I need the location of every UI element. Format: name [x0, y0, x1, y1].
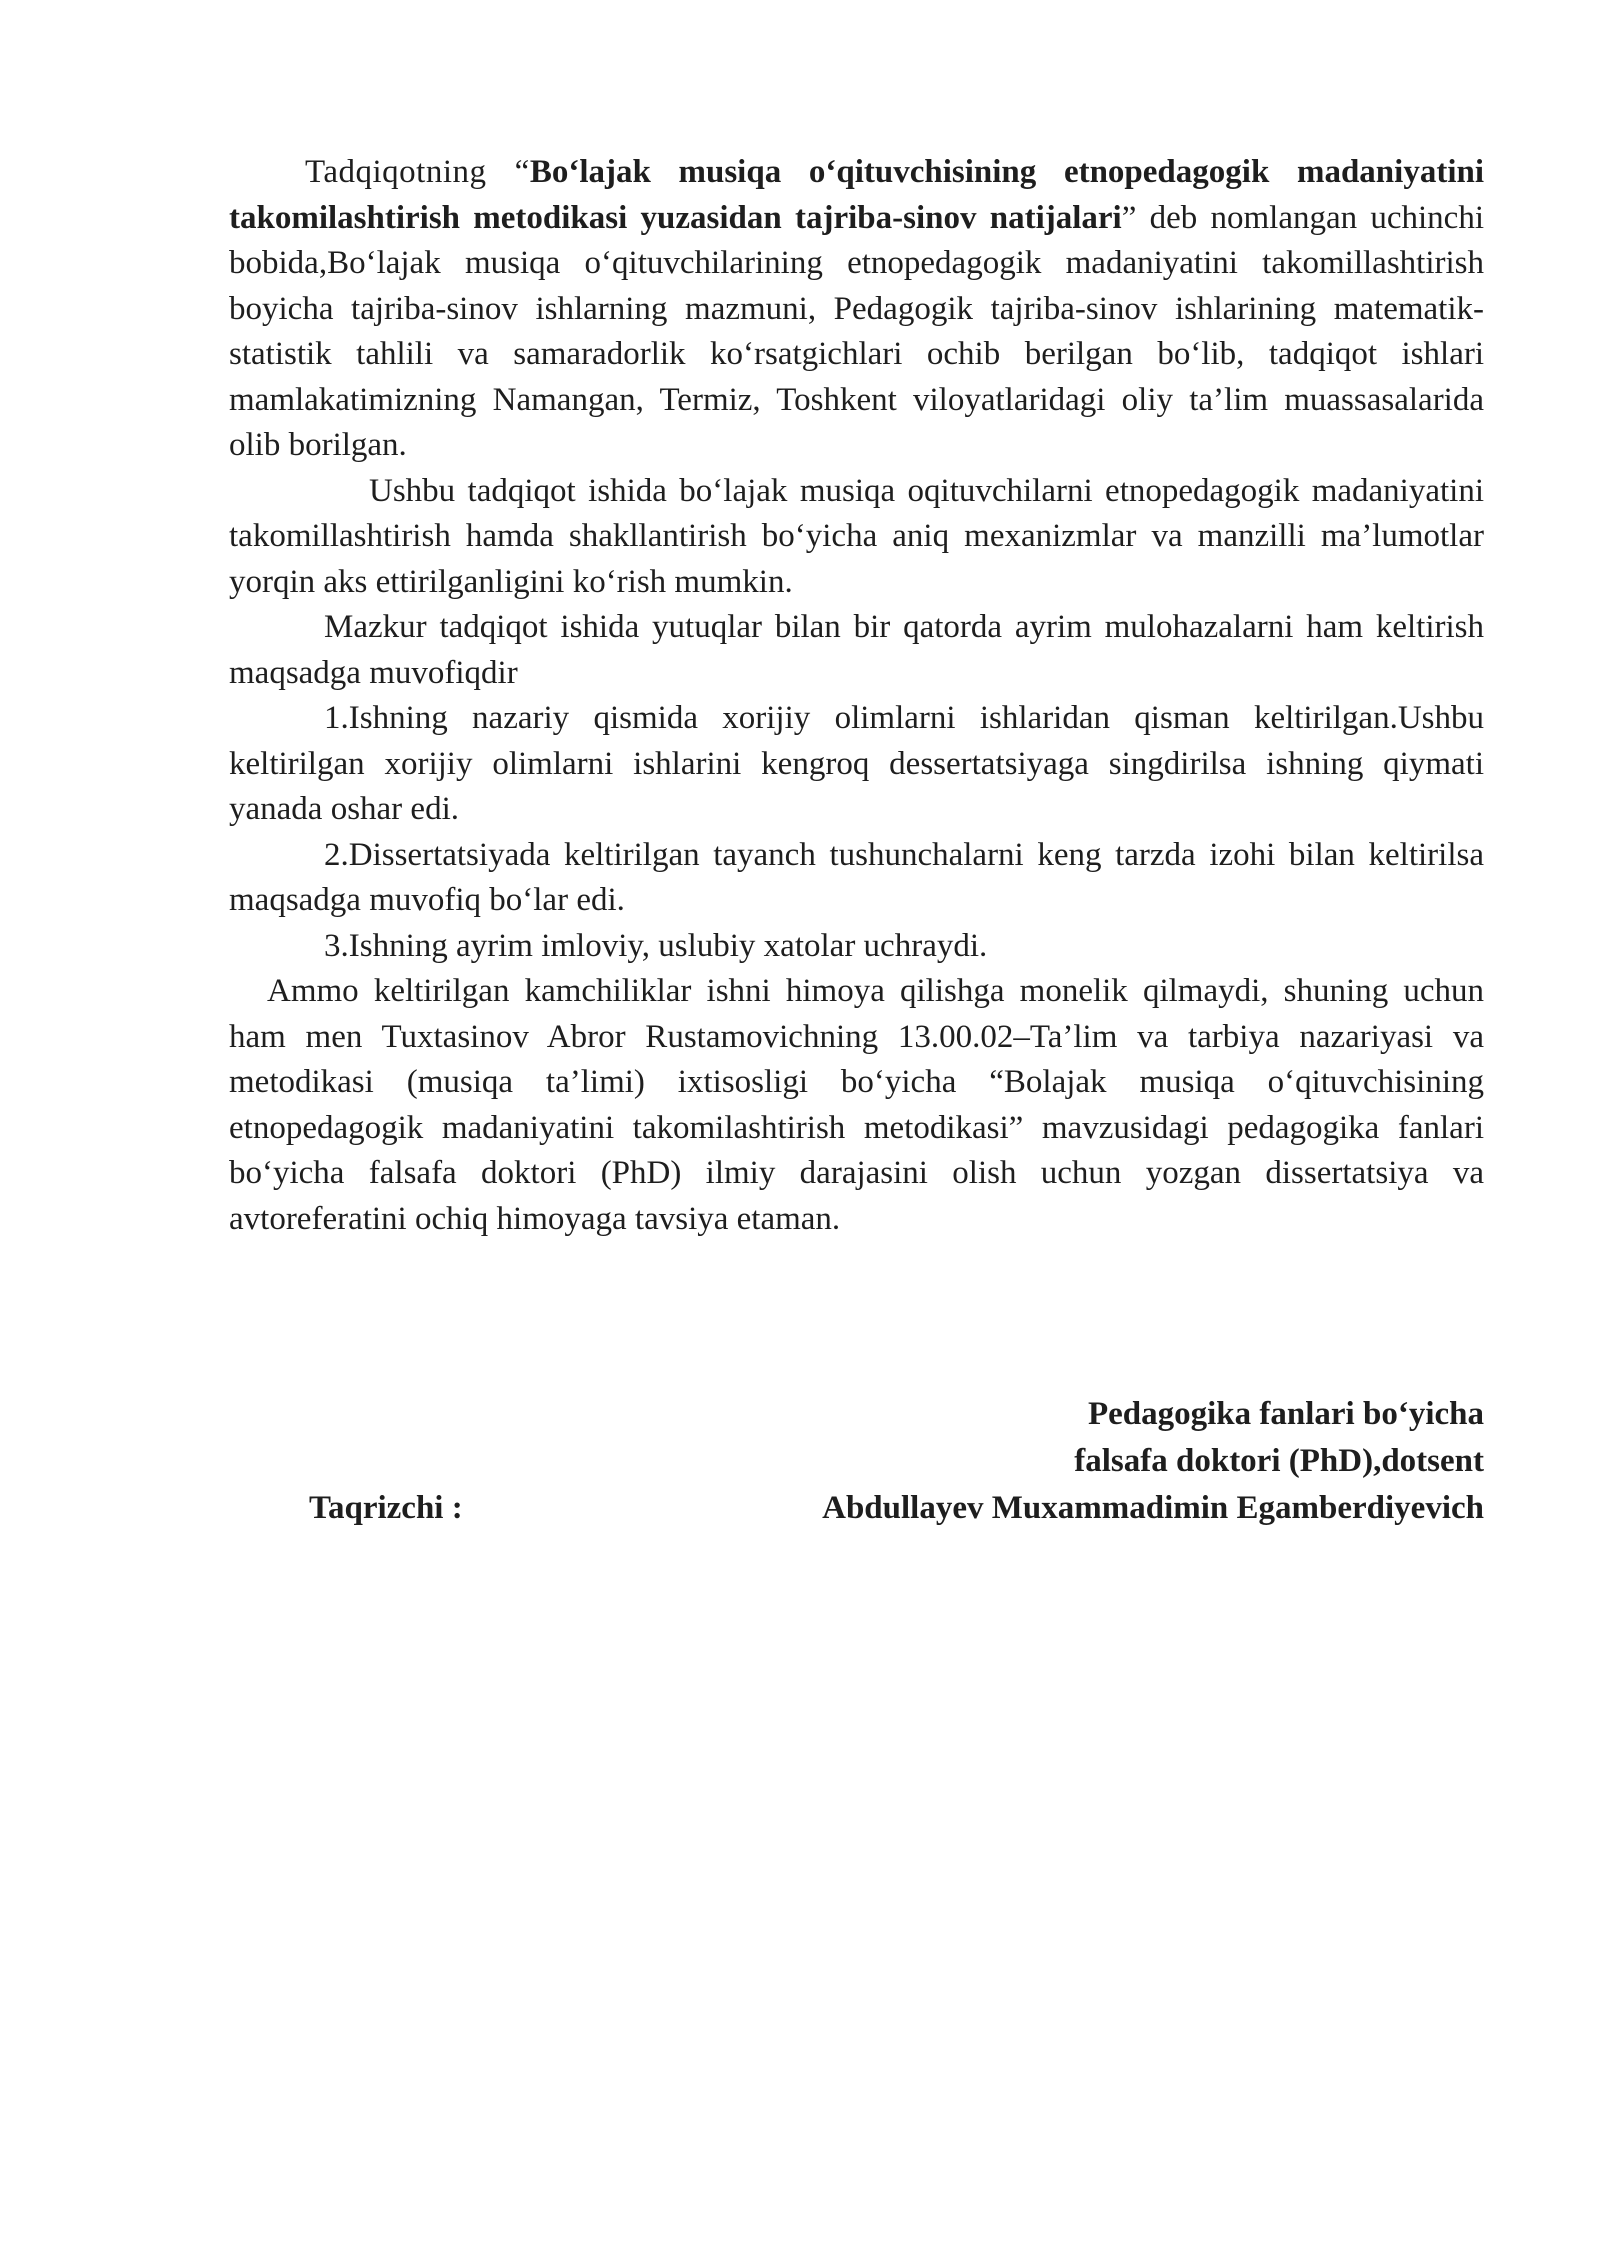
reviewer-name: Abdullayev Muxammadimin Egamberdiyevich	[822, 1490, 1484, 1526]
paragraph-conclusion: Ammo keltirilgan kamchiliklar ishni himoya qilishga monelik qilmaydi, shuning uchun ham men Tuxtasinov Abror Rustamovichning 13.00.02–Ta’lim va tarbiya nazariyasi va metodikasi (musiqa ta’limi) ixtisosligi bo‘yicha “Bolajak musiqa o‘qituvchisining etnopedagogik madaniyatini takomilashtirish metodikasi” mavzusidagi pedagogika fanlari bo‘yicha falsafa doktori (PhD) ilmiy darajasini olish uchun yozgan dissertatsiya va avtoreferatini ochiq himoyaga tavsiya etaman.	[229, 973, 1484, 1237]
reviewer-degree-line: Pedagogika fanlari bo‘yicha	[1087, 1396, 1484, 1432]
reviewer-label: Taqrizchi :	[309, 1490, 463, 1526]
intro-rest-text: ” deb nomlangan uchinchi bobida,Bo‘lajak musiqa o‘qituvchilarining etnopedagogik madaniyatini takomillashtirish boyicha tajriba-sinov ishlarning mazmuni, Pedagogik tajriba-sinov ishlarining matematik-statistik tahlili va samaradorlik ko‘rsatgichlari ochib berilgan bo‘lib, tadqiqot ishlari mamlakatimizning Namangan, Termiz, Toshkent viloyatlaridagi oliy ta’lim muassasalarida olib borilgan.	[229, 199, 1484, 463]
paragraph-findings: Ushbu tadqiqot ishida bo‘lajak musiqa oqituvchilarni etnopedagogik madaniyatini takomillashtirish hamda shakllantirish bo‘yicha aniq mexanizmlar va manzilli ma’lumotlar yorqin aks ettirilganligini ko‘rish mumkin.	[229, 472, 1484, 600]
remark-item-3: 3.Ishning ayrim imloviy, uslubiy xatolar uchraydi.	[324, 927, 988, 964]
remark-item-1: 1.Ishning nazariy qismida xorijiy olimlarni ishlaridan qisman keltirilgan.Ushbu keltirilgan xorijiy olimlarni ishlarini kengroq dessertatsiyaga singdirilsa ishning qiymati yanada oshar edi.	[229, 700, 1484, 827]
paragraph-remarks-intro: Mazkur tadqiqot ishida yutuqlar bilan bir qatorda ayrim mulohazalarni ham keltirish maqsadga muvofiqdir	[229, 609, 1484, 691]
remark-item-2: 2.Dissertatsiyada keltirilgan tayanch tushunchalarni keng tarzda izohi bilan keltirilsa maqsadga muvofiq bo‘lar edi.	[229, 836, 1484, 918]
review-body	[229, 150, 1484, 1242]
signature-block	[229, 1391, 1484, 1532]
paragraph-intro	[229, 150, 1484, 469]
reviewer-title-line: falsafa doktori (PhD),dotsent	[1074, 1443, 1484, 1479]
reviewer-name-row	[229, 1485, 1484, 1532]
intro-lead-text: Tadqiqotning “	[305, 154, 530, 190]
chapter-title: Bo‘lajak musiqa o‘qituvchisining etnopedagogik madaniyatini takomilashtirish metodikasi yuzasidan tajriba-sinov natijalari	[229, 154, 1485, 236]
